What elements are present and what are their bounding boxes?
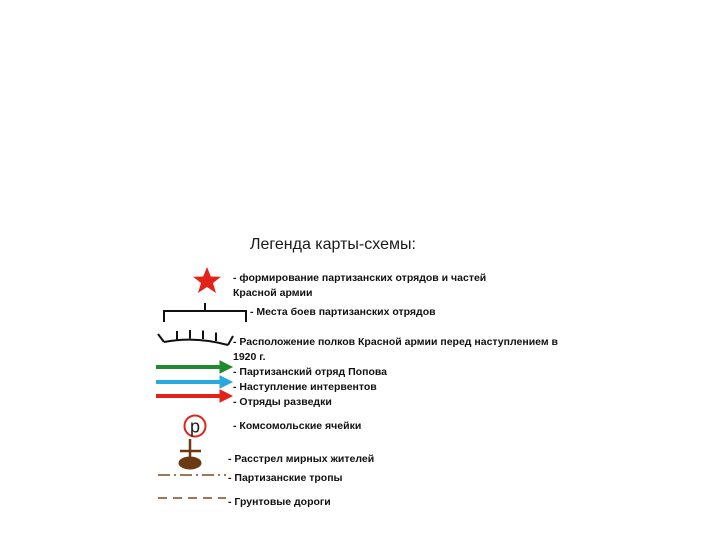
legend-label-formation-cont: Красной армии — [233, 287, 313, 299]
execution-icon — [174, 438, 208, 470]
legend-label-komsomol: - Комсомольские ячейки — [233, 420, 362, 432]
red-arrow-icon — [156, 389, 232, 403]
komsomol-cell-icon — [182, 413, 208, 439]
legend-label-trails: - Партизанские тропы — [228, 472, 343, 484]
legend-title: Легенда карты-схемы: — [250, 236, 416, 253]
blue-arrow-icon — [156, 375, 232, 389]
legend-label-execution: - Расстрел мирных жителей — [228, 453, 375, 465]
legend-label-regiments: - Расположение полков Красной армии перед наступлением в — [233, 336, 558, 348]
green-arrow-icon — [156, 360, 232, 374]
dirt-road-icon — [158, 493, 228, 503]
legend-label-interventionists: - Наступление интервентов — [233, 381, 377, 393]
red-star-icon — [190, 266, 224, 294]
legend-label-battles: - Места боев партизанских отрядов — [250, 306, 436, 318]
bracket-icon — [160, 300, 250, 324]
arc-ticks-icon — [150, 322, 240, 348]
komsomol-cell-glyph: р — [189, 416, 201, 437]
legend-label-formation: - формирование партизанских отрядов и частей — [233, 272, 487, 284]
legend-label-roads: - Грунтовые дороги — [228, 496, 331, 508]
legend-label-popov: - Партизанский отряд Попова — [233, 366, 388, 378]
legend-label-recon: - Отряды разведки — [233, 396, 332, 408]
legend-label-regiments-cont: 1920 г. — [233, 351, 266, 363]
partisan-trail-icon — [158, 470, 228, 480]
